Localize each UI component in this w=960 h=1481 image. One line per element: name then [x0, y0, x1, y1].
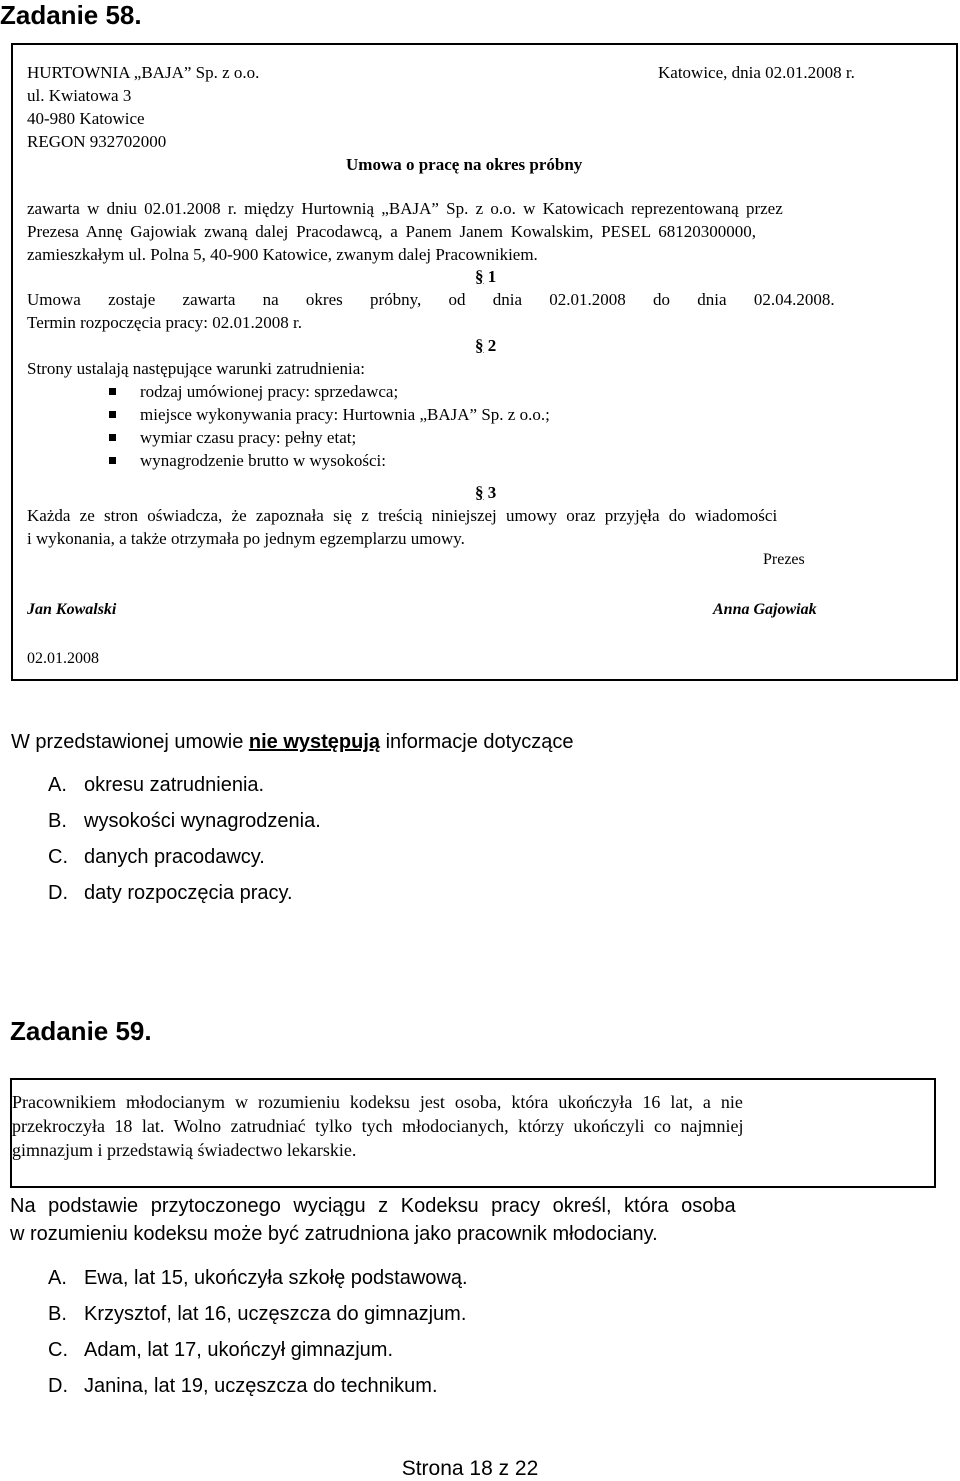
answer-option[interactable]: C. danych pracodawcy.: [48, 846, 265, 868]
paragraph-1-number: 1: [487, 267, 497, 286]
place-date: Katowice, dnia 02.01.2008 r.: [658, 63, 855, 82]
paragraph-3-number: 3: [487, 483, 497, 502]
answer-option[interactable]: B. Krzysztof, lat 16, uczęszcza do gimnazjum.: [48, 1303, 467, 1325]
task-59-title: Zadanie 59.: [10, 1016, 152, 1046]
intro-line-2: Prezesa Annę Gajowiak zwaną dalej Pracodawcą, a Panem Janem Kowalskim, PESEL 68120300000,: [27, 222, 757, 241]
excerpt-line-1: Pracownikiem młodocianym w rozumieniu kodeksu jest osoba, która ukończyła 16 lat, a nie: [12, 1092, 743, 1112]
paragraph-1-heading: [475, 267, 496, 287]
intro-line-1-text: zawarta w dniu 02.01.2008 r. między Hurtownią „BAJA” Sp. z o.o. w Katowicach reprezentowaną przez: [27, 199, 783, 218]
excerpt-line-3: gimnazjum i przedstawią świadectwo lekarskie.: [12, 1140, 357, 1160]
bullet-icon: [109, 411, 116, 418]
condition-item: wymiar czasu pracy: pełny etat;: [109, 428, 356, 448]
code-excerpt-box: [10, 1078, 936, 1188]
task-58-title: Zadanie 58.: [0, 0, 142, 30]
bullet-icon: [109, 457, 116, 464]
paragraph-sign: §: [475, 483, 484, 502]
question-emphasis: nie występują: [248, 731, 381, 753]
answer-option[interactable]: D. Janina, lat 19, uczęszcza do technikum.: [48, 1375, 438, 1397]
paragraph-3-line-2: i wykonania, a także otrzymała po jednym egzemplarzu umowy.: [27, 529, 465, 548]
signature-date: 02.01.2008: [27, 650, 99, 667]
company-street: ul. Kwiatowa 3: [27, 86, 132, 105]
company-city: 40-980 Katowice: [27, 109, 145, 128]
answer-option[interactable]: B. wysokości wynagrodzenia.: [48, 810, 321, 832]
task-58-question: W przedstawionej umowie nie występują informacje dotyczące: [11, 731, 574, 753]
paragraph-1-line-2: Termin rozpoczęcia pracy: 02.01.2008 r.: [27, 313, 302, 332]
bullet-icon: [109, 434, 116, 441]
paragraph-2-number: 2: [487, 336, 497, 355]
intro-line-3: zamieszkałym ul. Polna 5, 40-900 Katowice, zwanym dalej Pracownikiem.: [27, 245, 538, 264]
condition-item: wynagrodzenie brutto w wysokości:: [109, 451, 386, 471]
answer-option[interactable]: A. okresu zatrudnienia.: [48, 774, 265, 796]
paragraph-2-intro: Strony ustalają następujące warunki zatrudnienia:: [27, 359, 365, 378]
employer-signature: Anna Gajowiak: [713, 601, 817, 618]
prezes-label: Prezes: [763, 551, 805, 568]
task-59-question-line-2: w rozumieniu kodeksu może być zatrudniona jako pracownik młodociany.: [10, 1223, 658, 1245]
paragraph-1-line-1: Umowa zostaje zawarta na okres próbny, od dnia 02.01.2008 do dnia 02.04.2008.: [27, 290, 835, 309]
paragraph-2-heading: [475, 336, 496, 356]
paragraph-3-heading: [475, 483, 496, 503]
paragraph-sign: §: [475, 267, 484, 286]
task-59-question-line-1: Na podstawie przytoczonego wyciągu z Kodeksu pracy określ, która osoba: [10, 1195, 736, 1217]
bullet-icon: [109, 388, 116, 395]
answer-option[interactable]: D. daty rozpoczęcia pracy.: [48, 882, 293, 904]
condition-item: miejsce wykonywania pracy: Hurtownia „BAJA” Sp. z o.o.;: [109, 405, 550, 425]
employee-signature: Jan Kowalski: [27, 601, 117, 618]
company-name: HURTOWNIA „BAJA” Sp. z o.o.: [27, 63, 260, 82]
answer-option[interactable]: C. Adam, lat 17, ukończył gimnazjum.: [48, 1339, 394, 1361]
condition-item: rodzaj umówionej pracy: sprzedawca;: [109, 382, 398, 402]
contract-box: [11, 43, 958, 681]
company-regon: REGON 932702000: [27, 132, 167, 151]
intro-line-1: [27, 199, 943, 219]
paragraph-3-line-1: Każda ze stron oświadcza, że zapoznała się z treścią niniejszej umowy oraz przyjęła do wiadomości: [27, 506, 778, 525]
answer-option[interactable]: A. Ewa, lat 15, ukończyła szkołę podstawową.: [48, 1267, 468, 1289]
page-footer: Strona 18 z 22: [401, 1457, 539, 1480]
paragraph-sign: §: [475, 336, 484, 355]
contract-title: Umowa o pracę na okres próbny: [346, 155, 583, 174]
excerpt-line-2: przekroczyła 18 lat. Wolno zatrudniać tylko tych młodocianych, którzy ukończyli co najmniej: [12, 1116, 744, 1136]
